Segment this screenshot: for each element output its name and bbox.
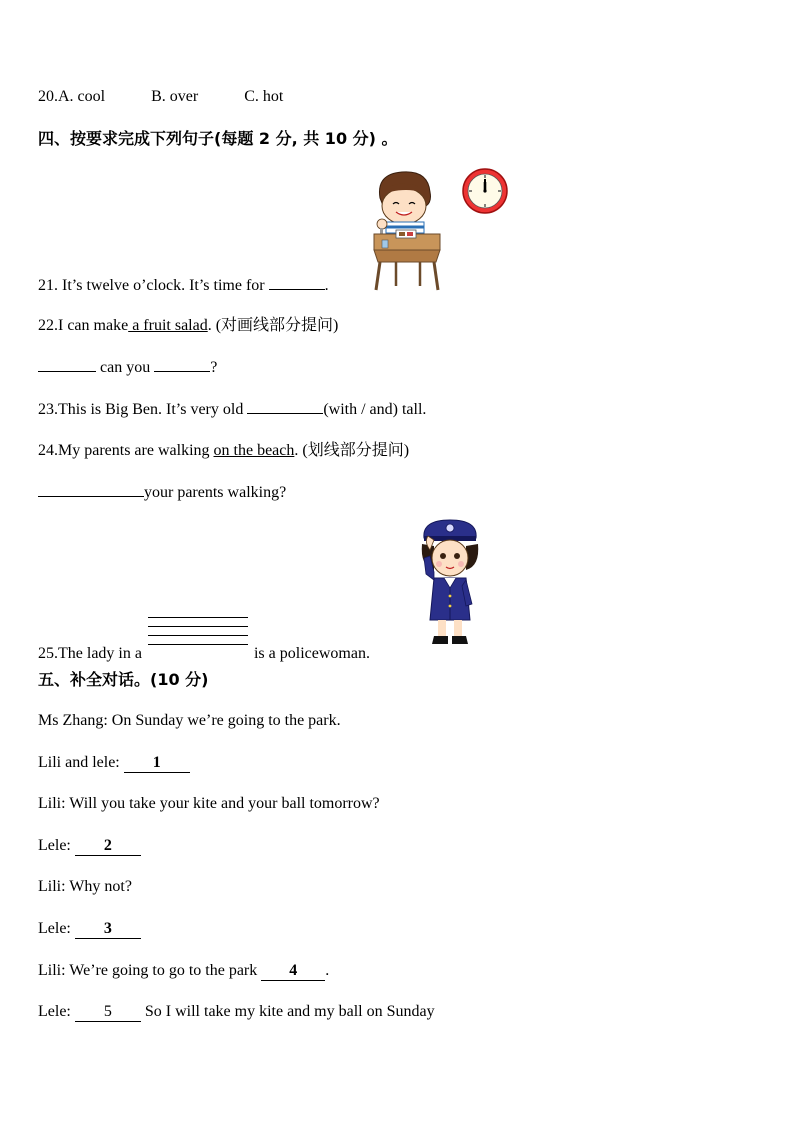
question-23 — [38, 398, 426, 421]
question-24-answer — [38, 481, 286, 504]
q24b-suffix: your parents walking? — [144, 484, 287, 501]
q20-number: 20. — [38, 88, 58, 105]
q25-suffix: is a policewoman. — [253, 645, 370, 662]
q24-suffix: . (划线部分提问) — [294, 442, 410, 459]
dialogue-line-6 — [38, 918, 141, 940]
q22-underlined: a fruit salad — [128, 317, 208, 334]
q20-option-c: C. hot — [244, 88, 284, 105]
q22b-mid: can you — [100, 359, 151, 376]
q21-text: 21. It’s twelve o’clock. It’s time for — [38, 277, 265, 294]
policewoman-icon — [414, 516, 486, 648]
q24-underlined: on the beach — [213, 442, 295, 459]
q23-prefix: 23.This is Big Ben. It’s very old — [38, 401, 244, 418]
question-25 — [38, 630, 370, 665]
dialogue-blank-1[interactable]: 1 — [124, 754, 190, 773]
q21-blank[interactable] — [269, 274, 325, 290]
dialogue-end: So I will take my kite and my ball on Sunday — [140, 1003, 435, 1020]
q22-suffix: . (对画线部分提问) — [207, 317, 339, 334]
q22-blank-1[interactable] — [38, 356, 96, 372]
q25-prefix: 25.The lady in a — [38, 645, 142, 662]
dialogue-line-1: Ms Zhang: On Sunday we’re going to the park. — [38, 712, 341, 729]
question-20 — [38, 86, 283, 108]
dialogue-blank-3[interactable]: 3 — [75, 920, 141, 939]
dialogue-blank-5[interactable]: 5 — [75, 1003, 141, 1022]
q24-prefix: 24.My parents are walking — [38, 442, 214, 459]
q22-blank-2[interactable] — [154, 356, 210, 372]
clock-icon — [461, 167, 509, 215]
dialogue-line-7 — [38, 960, 329, 982]
dialogue-blank-4[interactable]: 4 — [261, 962, 325, 981]
dialogue-speaker: Lele: — [38, 920, 71, 937]
q20-option-b: B. over — [151, 88, 199, 105]
dialogue-speaker: Lili: We’re going to go to the park — [38, 962, 258, 979]
q24-blank[interactable] — [38, 481, 144, 497]
dialogue-speaker: Lele: — [38, 837, 71, 854]
question-22-answer — [38, 356, 217, 379]
q23-suffix: (with / and) tall. — [323, 401, 427, 418]
dialogue-end: . — [325, 962, 330, 979]
q22-prefix: 22.I can make — [38, 317, 129, 334]
q23-blank[interactable] — [247, 398, 323, 414]
question-21 — [38, 274, 329, 297]
dialogue-line-2 — [38, 752, 190, 774]
dialogue-blank-2[interactable]: 2 — [75, 837, 141, 856]
q20-option-a: A. cool — [58, 88, 106, 105]
q25-four-line-blank[interactable] — [148, 630, 248, 660]
q22b-end: ? — [210, 359, 218, 376]
dialogue-speaker: Lele: — [38, 1003, 71, 1020]
dialogue-line-4 — [38, 835, 141, 857]
boy-eating-icon — [366, 168, 446, 292]
q21-end: . — [324, 277, 329, 294]
dialogue-line-3: Lili: Will you take your kite and your ball tomorrow? — [38, 795, 380, 812]
question-22 — [38, 315, 338, 337]
section-4-title: 四、按要求完成下列句子(每题 2 分, 共 10 分) 。 — [38, 129, 398, 148]
section-5-title: 五、补全对话。(10 分) — [38, 670, 209, 689]
question-24 — [38, 440, 409, 462]
dialogue-speaker: Lili and lele: — [38, 754, 120, 771]
dialogue-line-8 — [38, 1001, 435, 1023]
dialogue-line-5: Lili: Why not? — [38, 878, 132, 895]
